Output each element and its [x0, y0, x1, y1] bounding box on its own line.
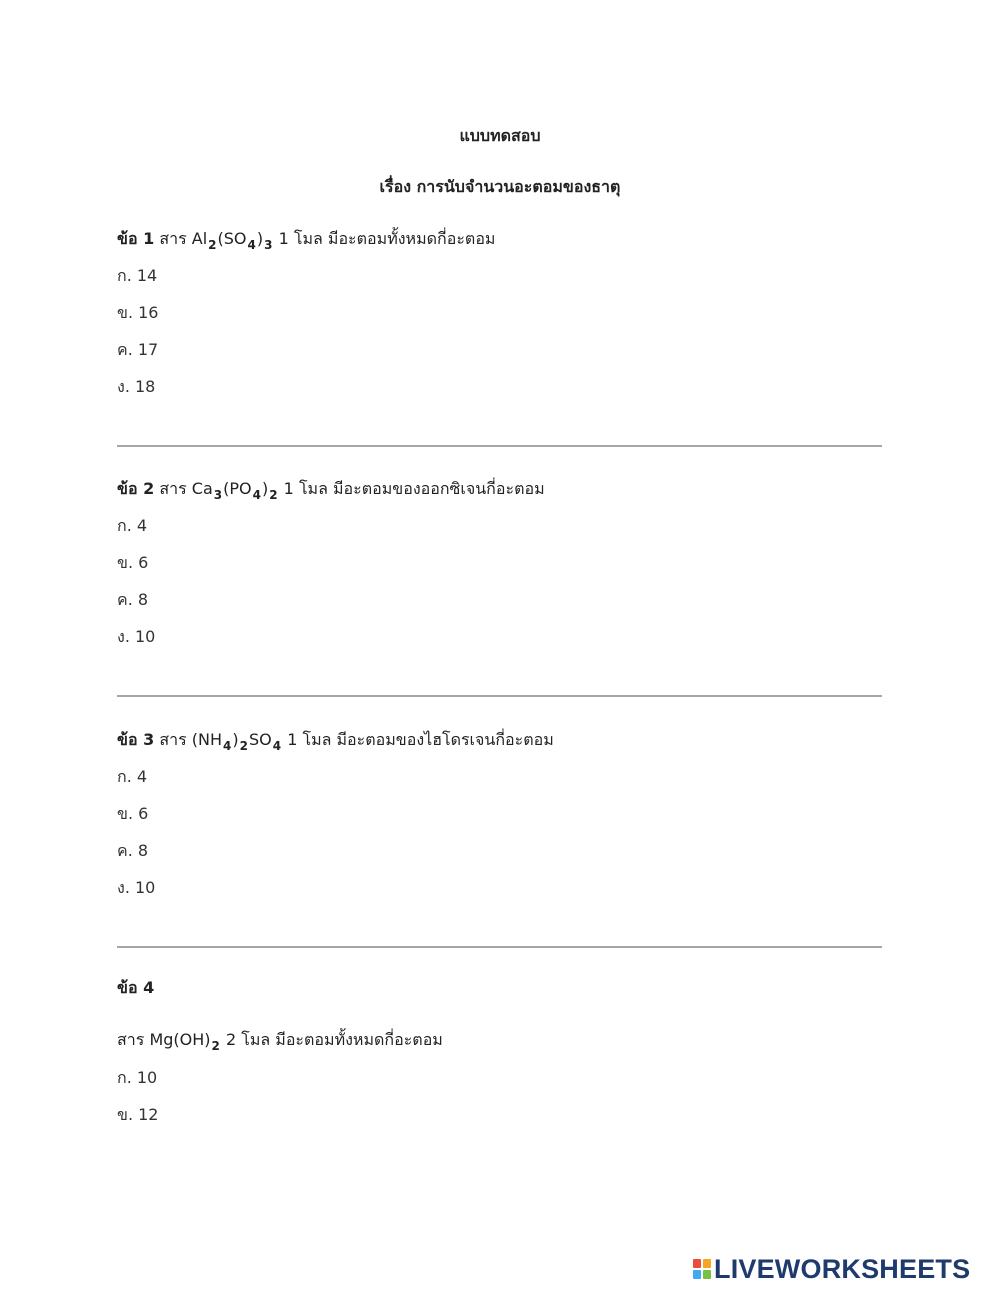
- question-4-prefix: สาร: [117, 1030, 145, 1049]
- question-1-suffix: 1 โมล มีอะตอมทั้งหมดกี่อะตอม: [278, 229, 496, 248]
- question-3-option-a[interactable]: ก. 4: [117, 767, 148, 786]
- question-2-option-a[interactable]: ก. 4: [117, 516, 148, 535]
- question-4-label: ข้อ 4: [117, 978, 155, 997]
- question-3-label: ข้อ 3: [117, 730, 155, 749]
- question-3-option-c[interactable]: ค. 8: [117, 841, 149, 860]
- logo-square: [703, 1270, 711, 1279]
- question-3-option-d[interactable]: ง. 10: [117, 878, 156, 897]
- liveworksheets-brand[interactable]: [693, 1254, 970, 1284]
- brand-name: LIVEWORKSHEETS: [714, 1253, 971, 1284]
- question-2-label: ข้อ 2: [117, 479, 155, 498]
- logo-square: [693, 1259, 701, 1268]
- question-2-option-b[interactable]: ข. 6: [117, 553, 149, 572]
- logo-square: [703, 1259, 711, 1268]
- liveworksheets-logo-icon: [693, 1259, 711, 1279]
- question-1-prefix: สาร: [159, 229, 187, 248]
- question-4-text: [117, 1028, 443, 1053]
- question-1-formula: $Al_2(SO_4)_3$: [191, 229, 273, 252]
- question-1-option-c[interactable]: ค. 17: [117, 340, 159, 359]
- question-2-option-c[interactable]: ค. 8: [117, 590, 149, 609]
- question-divider: [117, 445, 882, 447]
- logo-square: [693, 1270, 701, 1279]
- question-3-option-b[interactable]: ข. 6: [117, 804, 149, 823]
- question-3-prefix: สาร: [159, 730, 187, 749]
- question-3-suffix: 1 โมล มีอะตอมของไฮโดรเจนกี่อะตอม: [287, 730, 554, 749]
- question-4-option-a[interactable]: ก. 10: [117, 1068, 158, 1087]
- question-2-suffix: 1 โมล มีอะตอมของออกซิเจนกี่อะตอม: [283, 479, 545, 498]
- question-4-label-line: [117, 976, 154, 1001]
- question-1-option-d[interactable]: ง. 18: [117, 377, 156, 396]
- worksheet-subtitle: เรื่อง การนับจำนวนอะตอมของธาตุ: [379, 177, 621, 196]
- question-4-formula: $Mg(OH)_2$: [149, 1030, 220, 1053]
- question-1-option-a[interactable]: ก. 14: [117, 266, 158, 285]
- question-3-text: [117, 728, 554, 753]
- question-2-formula: $Ca_3(PO_4)_2$: [191, 479, 278, 502]
- question-divider: [117, 946, 882, 948]
- worksheet-title: แบบทดสอบ: [459, 126, 541, 145]
- question-4-suffix: 2 โมล มีอะตอมทั้งหมดกี่อะตอม: [225, 1030, 443, 1049]
- question-1-text: [117, 227, 495, 252]
- question-2-text: [117, 477, 545, 502]
- question-divider: [117, 695, 882, 697]
- question-2-option-d[interactable]: ง. 10: [117, 627, 156, 646]
- question-2-prefix: สาร: [159, 479, 187, 498]
- question-4-option-b[interactable]: ข. 12: [117, 1105, 159, 1124]
- question-1-option-b[interactable]: ข. 16: [117, 303, 159, 322]
- question-3-formula: $(NH_4)_2SO_4$: [191, 730, 282, 753]
- question-1-label: ข้อ 1: [117, 229, 155, 248]
